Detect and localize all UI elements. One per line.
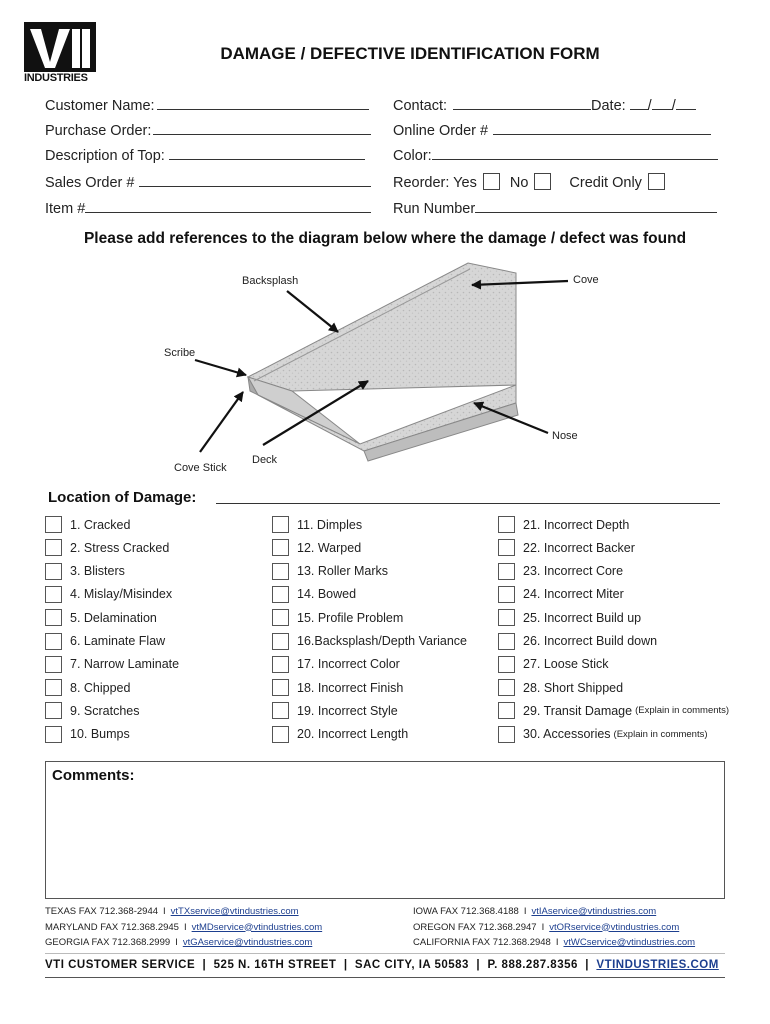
service-email-link[interactable]: vtIAservice@vtindustries.com <box>531 906 657 917</box>
damage-checkbox[interactable] <box>272 702 289 719</box>
damage-option[interactable] <box>45 656 179 673</box>
description-of-top-line[interactable] <box>169 146 365 160</box>
logo-wordmark: INDUSTRIES <box>24 72 88 84</box>
damage-option-label: 26. Incorrect Build down <box>523 634 658 648</box>
fax-number: MARYLAND FAX 712.368.2945 <box>45 921 179 933</box>
reorder-yes-checkbox[interactable] <box>483 173 500 190</box>
damage-option-note: (Explain in comments) <box>613 728 708 740</box>
customer-name-label: Customer Name: <box>45 98 155 114</box>
fax-number: GEORGIA FAX 712.368.2999 <box>45 937 171 948</box>
cove-stick-label: Cove Stick <box>174 462 227 474</box>
damage-checkbox[interactable] <box>272 679 289 696</box>
date-separator: / <box>671 98 676 114</box>
damage-option[interactable] <box>272 633 467 650</box>
fax-separator: I <box>555 937 559 948</box>
damage-option-label: 27. Loose Stick <box>523 657 609 672</box>
damage-checkbox[interactable] <box>45 539 62 556</box>
damage-option-label: 30. Accessories <box>523 727 611 742</box>
damage-option[interactable] <box>45 563 125 580</box>
fax-number: OREGON FAX 712.368.2947 <box>413 921 537 933</box>
damage-option[interactable] <box>272 609 403 626</box>
damage-checkbox[interactable] <box>45 679 62 696</box>
footer-sep: | <box>585 959 590 971</box>
footer-sep: | <box>343 959 348 971</box>
customer-name-line[interactable] <box>157 96 369 110</box>
damage-checkbox[interactable] <box>498 656 515 673</box>
deck-label: Deck <box>252 454 278 466</box>
damage-option[interactable] <box>498 726 708 743</box>
nose-label: Nose <box>552 430 578 442</box>
damage-option[interactable] <box>45 586 172 603</box>
color-field[interactable] <box>393 146 718 164</box>
footer-city: SAC CITY, IA 50583 <box>354 959 469 971</box>
fax-separator: I <box>523 906 527 917</box>
date-month-line[interactable] <box>630 96 648 110</box>
description-of-top-field[interactable] <box>45 146 365 164</box>
fax-line <box>45 922 322 933</box>
damage-option[interactable] <box>272 586 356 603</box>
damage-option[interactable] <box>45 726 130 743</box>
description-of-top-label: Description of Top: <box>45 148 165 164</box>
damage-option[interactable] <box>498 516 629 533</box>
item-field[interactable] <box>45 199 371 217</box>
damage-option-label: 4. Mislay/Misindex <box>70 587 173 602</box>
fax-separator: I <box>163 906 166 917</box>
fax-number: IOWA FAX 712.368.4188 <box>413 906 519 917</box>
service-email-link[interactable]: vtGAservice@vtindustries.com <box>182 937 313 948</box>
date-label: Date: <box>591 98 626 114</box>
comments-label: Comments: <box>52 767 135 784</box>
date-day-line[interactable] <box>652 96 672 110</box>
service-email-link[interactable]: vtMDservice@vtindustries.com <box>191 921 323 933</box>
damage-option-label: 23. Incorrect Core <box>523 564 624 579</box>
date-year-line[interactable] <box>676 96 696 110</box>
form-title: DAMAGE / DEFECTIVE IDENTIFICATION FORM <box>220 44 600 63</box>
color-label: Color: <box>393 148 432 164</box>
location-of-damage-label: Location of Damage: <box>48 489 197 506</box>
contact-label: Contact: <box>393 98 447 114</box>
damage-option[interactable] <box>498 563 623 580</box>
fax-separator: I <box>175 937 178 948</box>
damage-option[interactable] <box>272 539 361 556</box>
damage-option[interactable] <box>498 702 729 719</box>
damage-checkbox[interactable] <box>498 563 515 580</box>
fax-number: CALIFORNIA FAX 712.368.2948 <box>413 937 551 948</box>
footer-website-link[interactable]: VTINDUSTRIES.COM <box>596 959 719 971</box>
damage-option[interactable] <box>45 516 130 533</box>
online-order-line[interactable] <box>493 121 711 135</box>
damage-checkbox[interactable] <box>272 516 289 533</box>
damage-option-label: 15. Profile Problem <box>297 610 404 625</box>
damage-option[interactable] <box>498 633 657 650</box>
credit-only-label: Credit Only <box>569 175 642 191</box>
fax-line <box>413 922 679 933</box>
damage-option[interactable] <box>45 679 130 696</box>
damage-checkbox[interactable] <box>45 563 62 580</box>
damage-option-label: 5. Delamination <box>70 610 157 625</box>
damage-option-label: 6. Laminate Flaw <box>70 634 166 648</box>
fax-line <box>413 906 656 917</box>
damage-checkbox[interactable] <box>45 726 62 743</box>
damage-option[interactable] <box>272 563 388 580</box>
sales-order-line[interactable] <box>139 173 371 187</box>
run-number-line[interactable] <box>475 199 717 213</box>
damage-checkbox[interactable] <box>45 633 62 650</box>
damage-option-label: 16.Backsplash/Depth Variance <box>297 634 468 648</box>
damage-option-label: 8. Chipped <box>70 680 131 695</box>
service-email-link[interactable]: vtTXservice@vtindustries.com <box>170 906 299 917</box>
purchase-order-label: Purchase Order: <box>45 123 152 139</box>
damage-option-label: 21. Incorrect Depth <box>523 517 630 532</box>
color-line[interactable] <box>432 146 718 160</box>
countertop-diagram <box>150 255 620 480</box>
damage-option-label: 11. Dimples <box>297 517 363 532</box>
damage-option-label: 12. Warped <box>297 540 362 555</box>
damage-option-label: 17. Incorrect Color <box>297 657 400 672</box>
damage-checkbox[interactable] <box>272 563 289 580</box>
damage-option-label: 22. Incorrect Backer <box>523 540 635 555</box>
purchase-order-field[interactable] <box>45 121 371 139</box>
damage-option[interactable] <box>272 516 362 533</box>
damage-option-label: 1. Cracked <box>70 517 131 532</box>
run-number-label: Run Number <box>393 201 476 217</box>
online-order-label: Online Order # <box>393 123 489 139</box>
damage-option[interactable] <box>272 679 403 696</box>
damage-checkbox[interactable] <box>45 609 62 626</box>
damage-option[interactable] <box>45 609 157 626</box>
fax-number: TEXAS FAX 712.368-2944 <box>45 906 159 917</box>
damage-option-label: 9. Scratches <box>70 703 140 718</box>
damage-option-label: 13. Roller Marks <box>297 564 388 579</box>
diagram-instruction: Please add references to the diagram below where the damage / defect was found <box>83 230 687 247</box>
damage-option-note: (Explain in comments) <box>635 705 730 717</box>
damage-checkbox[interactable] <box>272 656 289 673</box>
fax-separator: I <box>183 921 187 933</box>
footer-sep: | <box>202 959 207 971</box>
comments-box[interactable] <box>45 761 725 899</box>
damage-option-label: 3. Blisters <box>70 564 125 579</box>
damage-option[interactable] <box>498 679 623 696</box>
damage-checkbox[interactable] <box>45 516 62 533</box>
fax-line <box>45 906 299 917</box>
damage-option[interactable] <box>272 702 398 719</box>
item-label: Item # <box>45 201 86 217</box>
footer-service: VTI CUSTOMER SERVICE <box>45 959 196 971</box>
sales-order-field[interactable] <box>45 173 371 191</box>
damage-option-label: 2. Stress Cracked <box>70 540 170 555</box>
damage-option[interactable] <box>272 656 400 673</box>
footer-address: 525 N. 16TH STREET <box>213 959 337 971</box>
service-email-link[interactable]: vtORservice@vtindustries.com <box>549 921 680 933</box>
damage-option[interactable] <box>498 539 635 556</box>
service-email-link[interactable]: vtWCservice@vtindustries.com <box>563 937 696 948</box>
damage-option-label: 19. Incorrect Style <box>297 703 398 718</box>
damage-option-label: 10. Bumps <box>70 727 130 742</box>
fax-line <box>413 937 695 948</box>
fax-separator: I <box>541 921 545 933</box>
footer-sep: | <box>476 959 481 971</box>
damage-checkbox[interactable] <box>45 702 62 719</box>
damage-option[interactable] <box>498 586 624 603</box>
damage-checkbox[interactable] <box>498 702 515 719</box>
damage-checkbox[interactable] <box>498 679 515 696</box>
damage-option[interactable] <box>272 726 408 743</box>
damage-checkbox[interactable] <box>272 633 289 650</box>
damage-checkbox[interactable] <box>498 633 515 650</box>
damage-option-label: 29. Transit Damage <box>523 703 633 718</box>
sales-order-label: Sales Order # <box>45 175 135 191</box>
footer-bar <box>45 959 725 971</box>
damage-option-label: 20. Incorrect Length <box>297 727 409 742</box>
online-order-field[interactable] <box>393 121 711 139</box>
damage-checkbox[interactable] <box>272 586 289 603</box>
damage-option-label: 28. Short Shipped <box>523 680 624 695</box>
damage-checkbox[interactable] <box>272 539 289 556</box>
damage-option[interactable] <box>45 702 139 719</box>
cove-label: Cove <box>573 274 599 286</box>
run-number-field[interactable] <box>393 199 717 217</box>
damage-option[interactable] <box>45 633 165 650</box>
footer-divider <box>45 953 725 954</box>
customer-name-field[interactable] <box>45 96 369 114</box>
damage-option-label: 24. Incorrect Miter <box>523 587 624 602</box>
damage-checkbox[interactable] <box>498 516 515 533</box>
damage-checkbox[interactable] <box>45 656 62 673</box>
reorder-no-label: No <box>509 175 529 191</box>
damage-option-label: 25. Incorrect Build up <box>523 610 642 625</box>
backsplash-label: Backsplash <box>242 275 299 287</box>
damage-checkbox[interactable] <box>498 539 515 556</box>
scribe-label: Scribe <box>164 347 196 359</box>
damage-option-label: 18. Incorrect Finish <box>297 680 404 695</box>
damage-checkbox[interactable] <box>498 609 515 626</box>
date-separator: / <box>647 98 652 114</box>
footer-phone: P. 888.287.8356 <box>487 959 578 971</box>
damage-checkbox[interactable] <box>272 726 289 743</box>
damage-checkbox[interactable] <box>272 609 289 626</box>
damage-option-label: 7. Narrow Laminate <box>70 657 180 672</box>
damage-option[interactable] <box>498 656 608 673</box>
damage-checkbox[interactable] <box>498 726 515 743</box>
credit-only-checkbox[interactable] <box>648 173 665 190</box>
contact-line[interactable] <box>453 96 591 110</box>
damage-checkbox[interactable] <box>45 586 62 603</box>
damage-checkbox[interactable] <box>498 586 515 603</box>
fax-line <box>45 937 312 948</box>
contact-field[interactable] <box>393 96 696 114</box>
damage-option[interactable] <box>498 609 641 626</box>
reorder-no-checkbox[interactable] <box>534 173 551 190</box>
purchase-order-line[interactable] <box>153 121 371 135</box>
reorder-yes-label: Reorder: Yes <box>393 175 477 191</box>
item-line[interactable] <box>85 199 371 213</box>
reorder-field <box>393 173 669 191</box>
footer-underline <box>45 977 725 978</box>
location-of-damage-line[interactable] <box>216 503 720 504</box>
damage-option[interactable] <box>45 539 169 556</box>
damage-option-label: 14. Bowed <box>297 587 357 602</box>
